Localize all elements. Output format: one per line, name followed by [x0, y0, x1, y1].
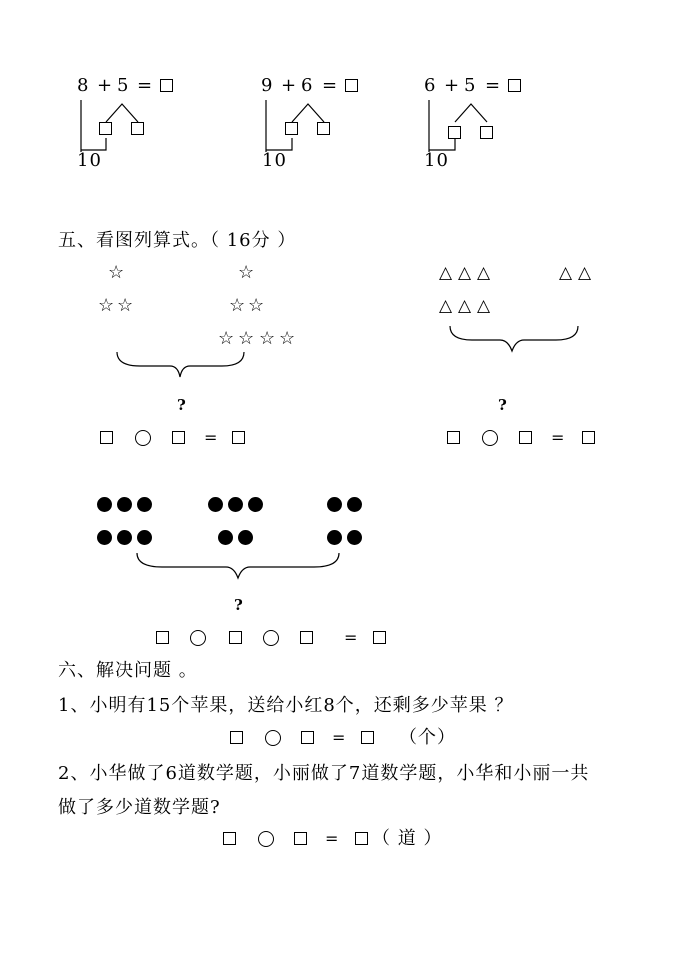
- equals-sign: =: [551, 428, 565, 447]
- split-box[interactable]: [131, 122, 144, 135]
- plus-sign: +: [444, 75, 461, 96]
- split-line: [81, 138, 106, 150]
- addend-a: 9: [261, 75, 274, 96]
- dot: [327, 530, 342, 545]
- question-mark: ?: [234, 596, 243, 614]
- operator-circle[interactable]: [190, 630, 206, 646]
- triangle-icon: △: [578, 263, 592, 283]
- triangle-icon: △: [477, 296, 491, 316]
- problem-1-text: 1、小明有15个苹果，送给小红8个，还剩多少苹果 ？: [58, 695, 514, 716]
- star-icon: ☆: [98, 295, 115, 316]
- split-box[interactable]: [99, 122, 112, 135]
- operator-circle[interactable]: [135, 430, 151, 446]
- answer-box[interactable]: [160, 79, 173, 92]
- answer-box[interactable]: [300, 631, 313, 644]
- answer-box[interactable]: [519, 431, 532, 444]
- answer-box[interactable]: [156, 631, 169, 644]
- star-icon: ☆: [238, 328, 255, 349]
- section-5-title: 五、看图列算式。（ 16分 ）: [58, 230, 297, 251]
- triangle-icon: △: [477, 263, 491, 283]
- question-mark: ?: [498, 396, 507, 414]
- answer-box[interactable]: [223, 832, 236, 845]
- answer-box[interactable]: [582, 431, 595, 444]
- equals-sign: =: [485, 75, 502, 96]
- unit-label: （ 道 ）: [372, 828, 443, 849]
- equals-sign: =: [344, 628, 358, 647]
- split-line: [106, 104, 138, 122]
- answer-box[interactable]: [172, 431, 185, 444]
- operator-circle[interactable]: [482, 430, 498, 446]
- dot: [248, 497, 263, 512]
- star-icon: ☆: [229, 295, 246, 316]
- brace: [117, 352, 244, 377]
- star-icon: ☆: [248, 295, 265, 316]
- equals-sign: =: [322, 75, 339, 96]
- answer-box[interactable]: [294, 832, 307, 845]
- split-line: [266, 138, 292, 150]
- dot: [347, 497, 362, 512]
- unit-label: （个）: [399, 727, 456, 748]
- plus-sign: +: [281, 75, 298, 96]
- star-icon: ☆: [259, 328, 276, 349]
- split-line: [292, 104, 324, 122]
- answer-box[interactable]: [345, 79, 358, 92]
- dot: [327, 497, 342, 512]
- split-line: [429, 138, 455, 150]
- dot: [137, 497, 152, 512]
- equals-sign: =: [325, 829, 339, 848]
- dot: [228, 497, 243, 512]
- dot: [238, 530, 253, 545]
- operator-circle[interactable]: [265, 730, 281, 746]
- equals-sign: =: [332, 728, 346, 747]
- section-6-title: 六、解决问题 。: [58, 660, 198, 681]
- ten-label: 10: [77, 150, 102, 171]
- triangle-icon: △: [559, 263, 573, 283]
- answer-box[interactable]: [230, 731, 243, 744]
- dot: [97, 530, 112, 545]
- addend-a: 6: [424, 75, 437, 96]
- problem-2-text-line2: 做了多少道数学题?: [58, 797, 221, 818]
- answer-box[interactable]: [447, 431, 460, 444]
- split-box[interactable]: [317, 122, 330, 135]
- dot: [218, 530, 233, 545]
- answer-box[interactable]: [301, 731, 314, 744]
- star-icon: ☆: [279, 328, 296, 349]
- plus-sign: +: [97, 75, 114, 96]
- split-line: [455, 104, 487, 122]
- equals-sign: =: [137, 75, 154, 96]
- answer-box[interactable]: [361, 731, 374, 744]
- star-icon: ☆: [108, 262, 125, 283]
- equals-sign: =: [204, 428, 218, 447]
- ten-label: 10: [262, 150, 287, 171]
- dot: [117, 530, 132, 545]
- operator-circle[interactable]: [263, 630, 279, 646]
- brace: [450, 326, 578, 351]
- triangle-icon: △: [458, 296, 472, 316]
- triangle-icon: △: [439, 296, 453, 316]
- triangle-icon: △: [458, 263, 472, 283]
- dot: [97, 497, 112, 512]
- split-box[interactable]: [285, 122, 298, 135]
- split-box[interactable]: [480, 126, 493, 139]
- triangle-icon: △: [439, 263, 453, 283]
- star-icon: ☆: [218, 328, 235, 349]
- addend-b: 6: [301, 75, 314, 96]
- answer-box[interactable]: [100, 431, 113, 444]
- answer-box[interactable]: [373, 631, 386, 644]
- problem-2-text-line1: 2、小华做了6道数学题，小丽做了7道数学题，小华和小丽一共: [58, 763, 590, 784]
- addend-a: 8: [77, 75, 90, 96]
- brace: [137, 553, 339, 578]
- dot: [117, 497, 132, 512]
- ten-label: 10: [424, 150, 449, 171]
- question-mark: ?: [177, 396, 186, 414]
- answer-box[interactable]: [229, 631, 242, 644]
- addend-b: 5: [117, 75, 130, 96]
- star-icon: ☆: [238, 262, 255, 283]
- addend-b: 5: [464, 75, 477, 96]
- split-box[interactable]: [448, 126, 461, 139]
- answer-box[interactable]: [355, 832, 368, 845]
- answer-box[interactable]: [232, 431, 245, 444]
- answer-box[interactable]: [508, 79, 521, 92]
- dot: [347, 530, 362, 545]
- star-icon: ☆: [117, 295, 134, 316]
- operator-circle[interactable]: [258, 831, 274, 847]
- dot: [208, 497, 223, 512]
- dot: [137, 530, 152, 545]
